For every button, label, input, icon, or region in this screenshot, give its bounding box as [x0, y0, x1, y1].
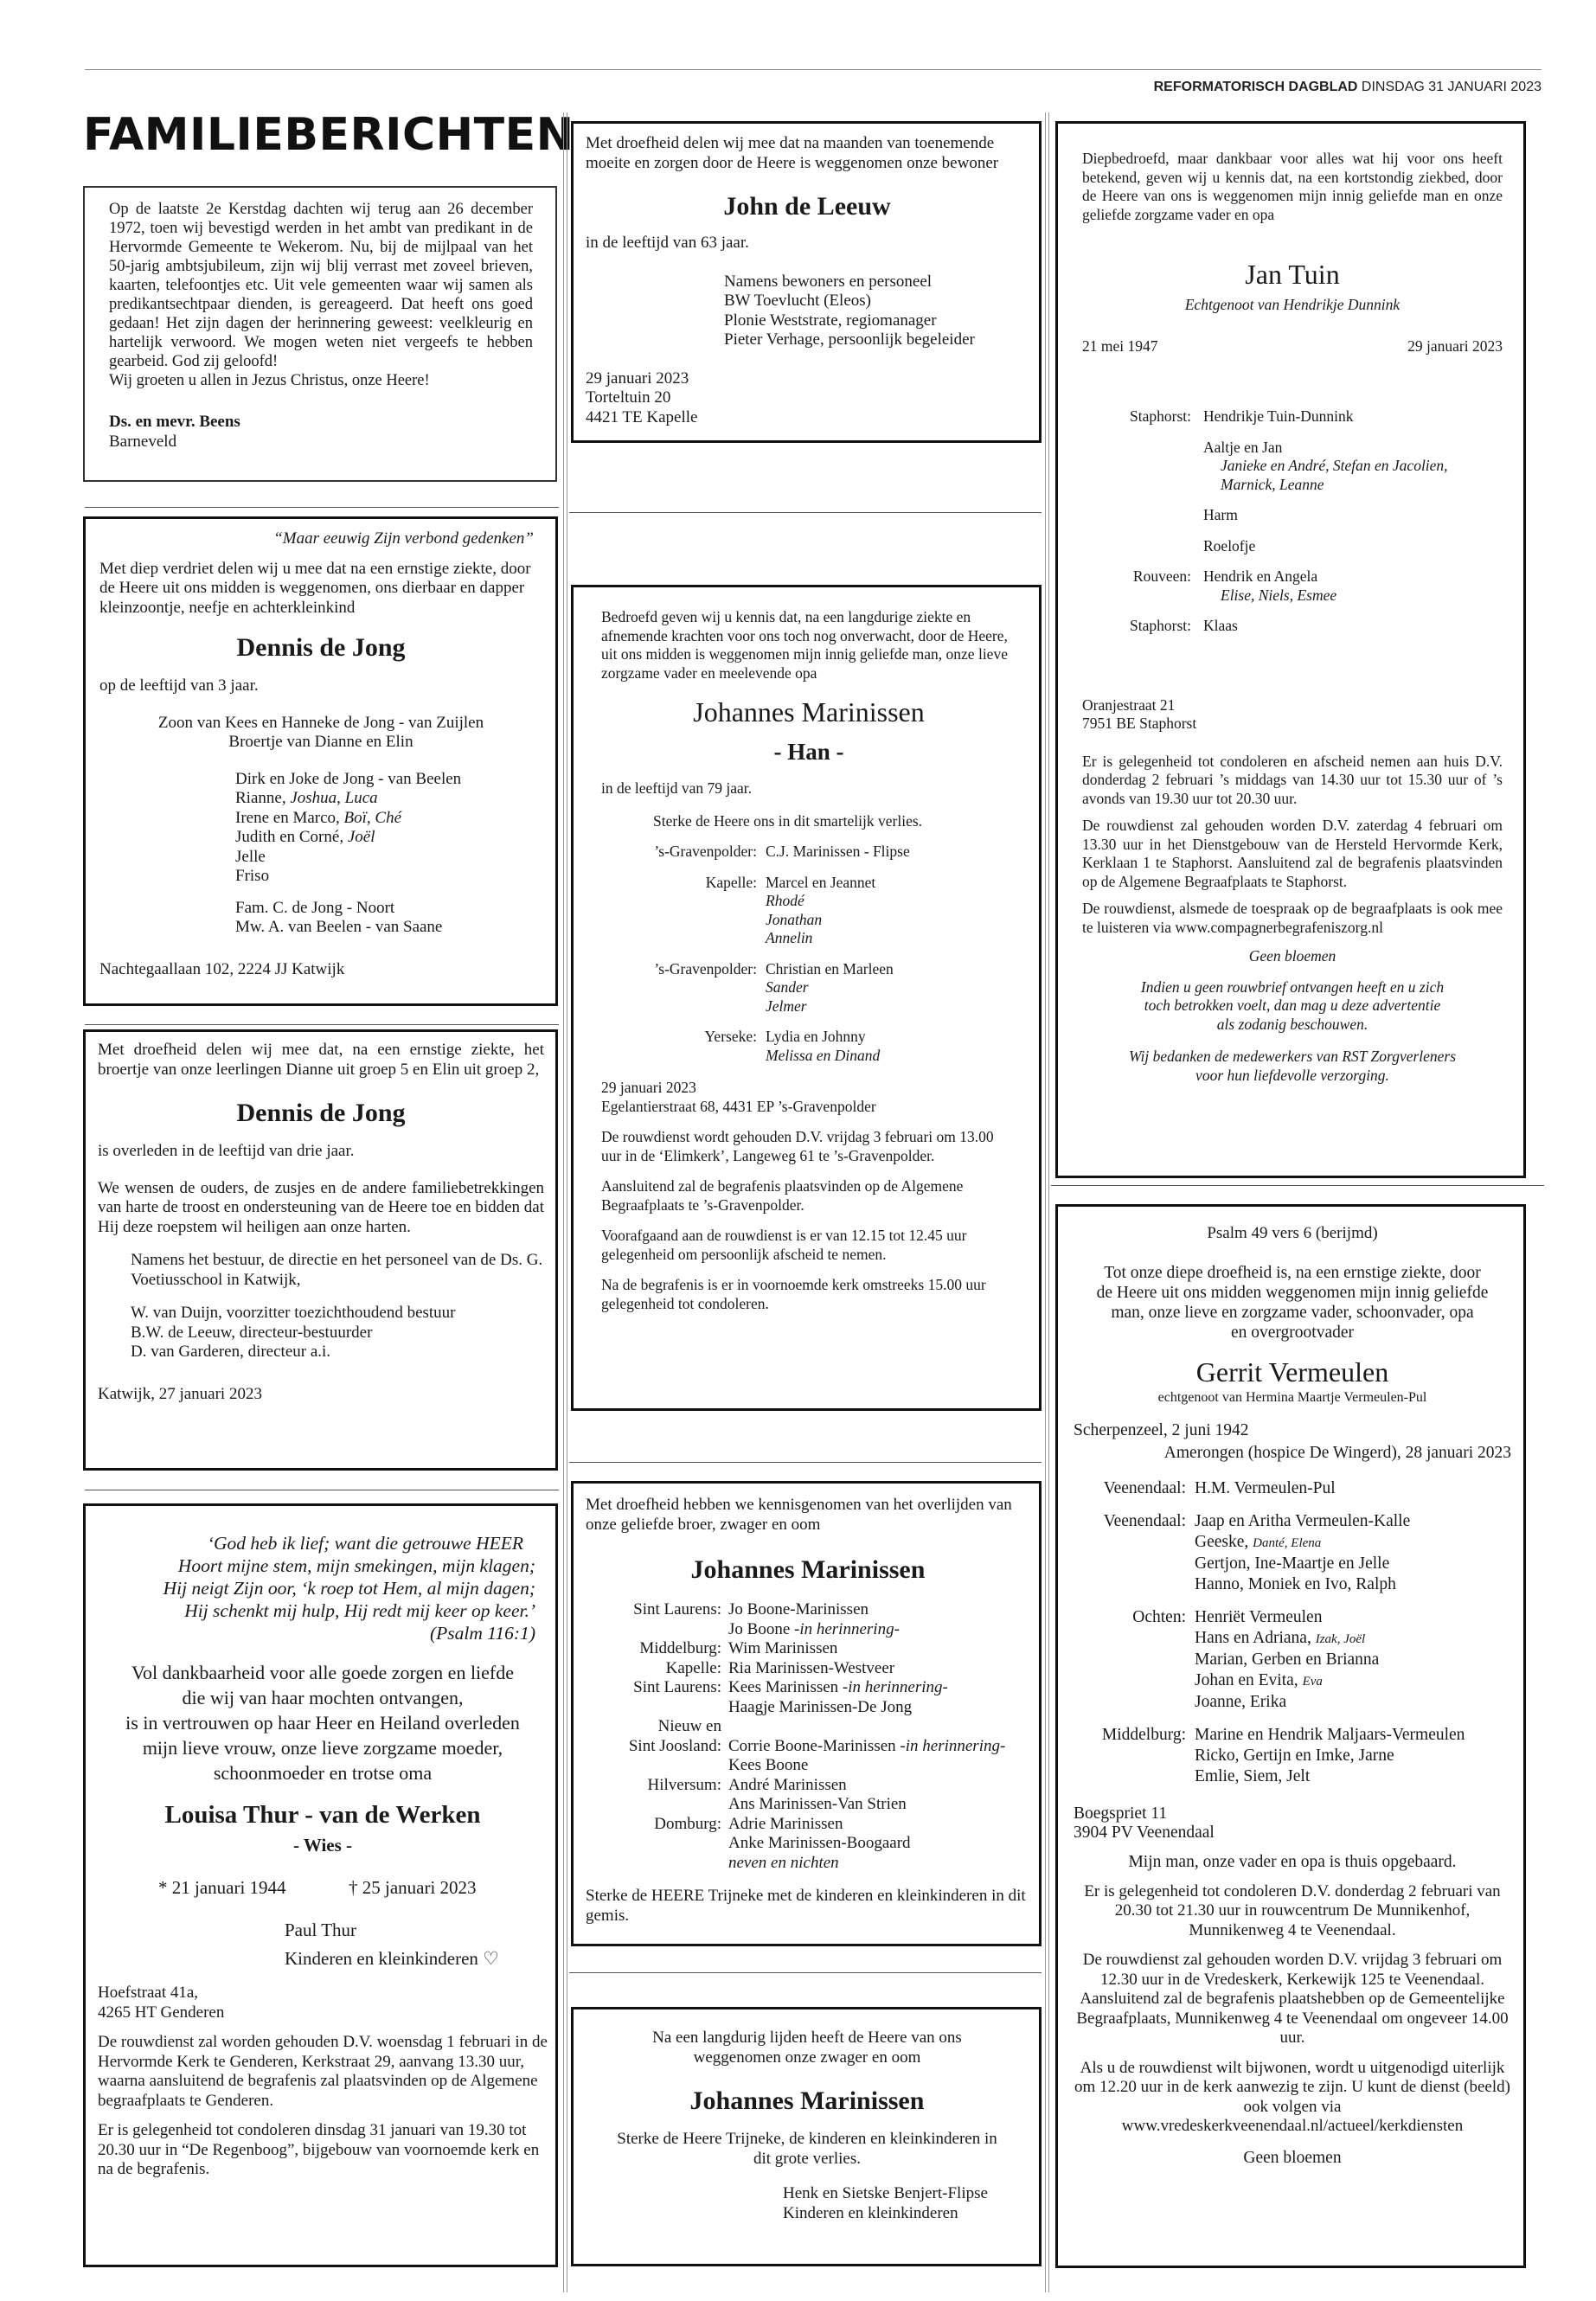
jan-intro: Diepbedroefd, maar dankbaar voor alles wat hij voor ons heeft betekend, geven wij u kennis dat, na een kortstondig ziekbed, door de Heere van ons is weggenomen mijn innig geliefde man en onze geliefde zorgzame vader en opa	[1082, 150, 1503, 223]
family-row: Domburg: Adrie Marinissen	[654, 1814, 843, 1833]
page-header	[1154, 80, 1542, 95]
john-age: in de leeftijd van 63 jaar.	[586, 234, 749, 252]
note-line: Indien u geen rouwbrief ontvangen heeft en u zich	[1140, 977, 1445, 996]
john-name: John de Leeuw	[723, 192, 891, 221]
family-line: Friso	[235, 867, 270, 885]
dennis2-place-date: Katwijk, 27 januari 2023	[98, 1384, 262, 1403]
paper-name: REFORMATORISCH DAGBLAD	[1153, 80, 1358, 94]
family-row: Aaltje en Jan	[1203, 438, 1283, 456]
family-row: Sint Laurens: Jo Boone-Marinissen	[633, 1600, 869, 1618]
intro-line: schoonmoeder en trotse oma	[213, 1762, 433, 1784]
thanks-line: Wij bedanken de medewerkers van RST Zorgverleners	[1128, 1048, 1457, 1065]
intro-line: is in vertrouwen op haar Heer en Heiland overleden	[125, 1712, 520, 1734]
dennis1-age: op de leeftijd van 3 jaar.	[99, 676, 259, 695]
gerrit-born: Scherpenzeel, 2 juni 1942	[1074, 1420, 1249, 1439]
jan-died: 29 januari 2023	[1407, 336, 1503, 355]
jan-note	[1082, 978, 1503, 1035]
top-rule	[85, 69, 1542, 70]
gerrit-home: Mijn man, onze vader en opa is thuis opgebaard.	[1128, 1852, 1457, 1871]
gerrit-spouse: echtgenoot van Hermina Maartje Vermeulen-Pul	[1157, 1389, 1427, 1405]
note-line: als zodanig beschouwen.	[1216, 1015, 1368, 1033]
family-group	[601, 1028, 1016, 1065]
family-row: Hilversum: André Marinissen	[647, 1775, 847, 1794]
family-place: Middelburg:	[1101, 1725, 1186, 1744]
family-row: Sint Laurens: Kees Marinissen -in herinnering-	[633, 1678, 948, 1696]
han-prayer: Sterke de Heere ons in dit smartelijk verlies.	[653, 811, 923, 830]
gerrit-noflowers: Geen bloemen	[1243, 2148, 1342, 2167]
intro-line: mijn lieve vrouw, onze lieve zorgzame moeder,	[142, 1737, 503, 1759]
louisa-name: Louisa Thur - van de Werken	[164, 1801, 481, 1829]
family-place: Veenendaal:	[1103, 1511, 1186, 1530]
jm3-prayer: Sterke de Heere Trijneke, de kinderen en kleinkinderen in dit grote verlies.	[617, 2130, 997, 2168]
issue-date: DINSDAG 31 JANUARI 2023	[1361, 80, 1542, 94]
han-date: 29 januari 2023	[601, 1079, 696, 1096]
grandparent-line: Fam. C. de Jong - Noort	[235, 898, 395, 917]
section-title: FAMILIEBERICHTEN	[83, 109, 574, 161]
announcement-beens	[83, 186, 557, 482]
family-row: Staphorst: Klaas	[1130, 617, 1238, 634]
jm3-sig1: Henk en Sietske Benjert-Flipse	[783, 2184, 988, 2202]
beens-place: Barneveld	[109, 432, 177, 451]
announcement-dennis-school	[83, 1029, 558, 1471]
note-line: toch betrokken voelt, dan mag u deze advertentie	[1144, 997, 1441, 1014]
dennis2-wish: We wensen de ouders, de zusjes en de andere familiebetrekkingen van harte de troost en ondersteuning van de Heere toe en bidden dat Hij deze roepstem wil heiligen aan onze harten.	[98, 1178, 544, 1236]
jan-family	[1082, 407, 1503, 636]
family-group	[1074, 1607, 1511, 1713]
louisa-fam1: Paul Thur	[285, 1920, 357, 1940]
john-addr1: Torteltuin 20	[586, 388, 671, 407]
family-member: Marcel en Jeannet	[766, 873, 876, 891]
family-place: ’s-Gravenpolder:	[654, 959, 757, 977]
gerrit-attend: Als u de rouwdienst wilt bijwonen, wordt u uitgenodigd uiterlijk om 12.20 uur in de kerk aanwezig te zijn. U kunt de dienst (beeld) ook volgen via www.vredeskerkveenendaal.nl/actueel/kerkdiensten	[1074, 2058, 1510, 2135]
family-member: Christian en Marleen	[766, 959, 894, 977]
column-divider-1	[563, 112, 567, 2292]
psalm-line: Hij schenkt mij hulp, Hij redt mij keer op keer.’	[184, 1600, 535, 1621]
separator	[1051, 1185, 1544, 1186]
family-member: Geeske, Danté, Elena	[1195, 1532, 1322, 1551]
psalm-line: (Psalm 116:1)	[429, 1623, 535, 1644]
dennis1-quote: “Maar eeuwig Zijn verbond gedenken”	[273, 529, 534, 548]
family-place: Kapelle:	[705, 873, 757, 891]
louisa-died: † 25 januari 2023	[349, 1877, 477, 1898]
gerrit-condole: Er is gelegenheid tot condoleren D.V. donderdag 2 februari van 20.30 tot 21.30 uur in rouwcentrum De Munnikenhof, Munnikenweg 4 te Veenendaal.	[1084, 1881, 1501, 1939]
family-row: Jo Boone -in herinnering-	[728, 1619, 900, 1638]
jan-addr1: Oranjestraat 21	[1082, 695, 1176, 714]
signature-line: Namens bewoners en personeel	[724, 272, 933, 291]
family-group	[1074, 1478, 1511, 1499]
john-signatures	[586, 272, 1029, 350]
family-row: Sint Joosland: Corrie Boone-Marinissen -in herinnering-	[628, 1736, 1006, 1755]
dennis2-onbehalf: Namens het bestuur, de directie en het personeel van de Ds. G. Voetiusschool in Katwijk,	[131, 1251, 543, 1289]
psalm-line: ‘God heb ik lief; want die getrouwe HEER	[207, 1533, 523, 1554]
jan-condole: Er is gelegenheid tot condoleren en afscheid nemen aan huis D.V. donderdag 2 februari ’s middags van 14.30 uur tot 15.30 uur of ’s avonds van 19.30 uur tot 20.30 uur.	[1082, 752, 1503, 807]
separator	[85, 507, 559, 508]
psalm-line: Hij neigt Zijn oor, ‘k roep tot Hem, al mijn dagen;	[163, 1578, 535, 1599]
family-member: Sander	[766, 978, 809, 996]
dennis2-signatures	[98, 1304, 544, 1362]
family-row: Elise, Niels, Esmee	[1221, 586, 1337, 604]
louisa-intro	[98, 1660, 548, 1785]
intro-line: Tot onze diepe droefheid is, na een ernstige ziekte, door	[1104, 1263, 1481, 1282]
gerrit-died: Amerongen (hospice De Wingerd), 28 januari 2023	[1163, 1443, 1511, 1462]
announcement-gerrit	[1055, 1204, 1526, 2268]
dennis2-died: is overleden in de leeftijd van drie jaar.	[98, 1142, 355, 1160]
jan-listen: De rouwdienst, alsmede de toespraak op de begraafplaats is ook mee te luisteren via www.compagnerbegrafeniszorg.nl	[1082, 900, 1503, 936]
gerrit-psalm: Psalm 49 vers 6 (berijmd)	[1207, 1224, 1378, 1242]
announcement-jan-tuin	[1055, 121, 1526, 1178]
dennis2-intro: Met droefheid delen wij mee dat, na een ernstige ziekte, het broertje van onze leerlingen Dianne uit groep 5 en Elin uit groep 2,	[98, 1041, 544, 1079]
jm2-family	[586, 1600, 1030, 1873]
han-nickname: - Han -	[773, 739, 844, 765]
announcement-marinissen-siblings	[571, 1481, 1042, 1946]
family-member: C.J. Marinissen - Flipse	[766, 843, 910, 860]
jan-spouse: Echtgenoot van Hendrikje Dunnink	[1184, 296, 1401, 313]
separator	[85, 1024, 559, 1025]
family-line: Judith en Corné, Joël	[235, 828, 375, 846]
family-member: Emlie, Siem, Jelt	[1195, 1766, 1311, 1785]
jm2-intro: Met droefheid hebben we kennisgenomen van het overlijden van onze geliefde broer, zwager en oom	[586, 1496, 1012, 1534]
louisa-dates	[98, 1877, 548, 1899]
family-member: Marian, Gerben en Brianna	[1195, 1650, 1380, 1669]
louisa-condole: Er is gelegenheid tot condoleren dinsdag 31 januari van 19.30 tot 20.30 uur in “De Regenboog”, bijgebouw van voornoemde kerk en na de begrafenis.	[98, 2121, 540, 2178]
jan-noflowers: Geen bloemen	[1248, 947, 1336, 965]
family-group	[1074, 1725, 1511, 1787]
jm3-sig2: Kinderen en kleinkinderen	[783, 2203, 958, 2222]
signature-line: D. van Garderen, directeur a.i.	[131, 1343, 331, 1361]
family-place: ’s-Gravenpolder:	[654, 843, 757, 860]
family-row: Rouveen: Hendrik en Angela	[1132, 567, 1318, 585]
jan-born: 21 mei 1947	[1082, 336, 1158, 355]
separator	[569, 1462, 1042, 1463]
louisa-address1: Hoefstraat 41a,	[98, 1984, 199, 2002]
family-group	[601, 874, 1016, 948]
family-place: Yerseke:	[704, 1028, 757, 1045]
family-place: Veenendaal:	[1103, 1478, 1186, 1497]
family-member: Hanno, Moniek en Ivo, Ralph	[1195, 1574, 1396, 1593]
han-intro: Bedroefd geven wij u kennis dat, na een langdurige ziekte en afnemende krachten voor ons toch nog onverwacht, door de Heere, uit ons midden is weggenomen mijn innig geliefde man, onze lieve zorgzame vader en meelevende opa	[601, 608, 1008, 682]
family-member: Johan en Evita, Eva	[1195, 1670, 1323, 1689]
john-addr2: 4421 TE Kapelle	[586, 407, 698, 426]
louisa-nickname: - Wies -	[292, 1835, 353, 1856]
jm2-name: Johannes Marinissen	[690, 1555, 926, 1584]
thanks-line: voor hun liefdevolle verzorging.	[1195, 1066, 1389, 1084]
jan-dates	[1082, 337, 1503, 356]
dennis1-brother: Broertje van Dianne en Elin	[228, 733, 413, 751]
louisa-service: De rouwdienst zal worden gehouden D.V. woensdag 1 februari in de Hervormde Kerk te Genderen, Kerkstraat 29, aanvang 13.30 uur, waarna aansluitend de begrafenis zal plaatsvinden op de Algemene begraafplaats te Genderen.	[98, 2033, 548, 2110]
family-member: Annelin	[766, 929, 813, 946]
han-age: in de leeftijd van 79 jaar.	[601, 779, 752, 797]
john-intro: Met droefheid delen wij mee dat na maanden van toenemende moeite en zorgen door de Heere is weggenomen onze bewoner	[586, 134, 999, 172]
intro-line: en overgrootvader	[1230, 1323, 1355, 1342]
family-line: Dirk en Joke de Jong - van Beelen	[235, 769, 462, 788]
family-group	[1074, 1511, 1511, 1595]
dennis1-address: Nachtegaallaan 102, 2224 JJ Katwijk	[99, 959, 345, 978]
separator	[569, 1972, 1042, 1973]
family-member: Hans en Adriana, Izak, Joël	[1195, 1628, 1366, 1647]
gerrit-service: De rouwdienst zal gehouden worden D.V. vrijdag 3 februari om 12.30 uur in de Vredeskerk, Kerkewijk 125 te Veenendaal. Aansluitend zal de begrafenis plaatshebben op de Gemeentelijke Begraafplaats, Munnikenweg 4 te Veenendaal om ongeveer 14.00 uur.	[1076, 1951, 1509, 2047]
gerrit-family	[1074, 1478, 1511, 1787]
jan-addr2: 7951 BE Staphorst	[1082, 715, 1197, 732]
family-member: Melissa en Dinand	[766, 1046, 881, 1064]
announcement-dennis-family	[83, 516, 558, 1006]
announcement-louisa	[83, 1503, 558, 2267]
gerrit-addr1: Boegspriet 11	[1074, 1804, 1168, 1823]
family-line: Jelle	[235, 847, 266, 866]
family-member: Jonathan	[766, 910, 823, 928]
louisa-born: * 21 januari 1944	[158, 1877, 286, 1898]
beens-greeting: Wij groeten u allen in Jezus Christus, onze Heere!	[109, 372, 430, 389]
dennis1-name: Dennis de Jong	[236, 633, 406, 662]
family-group	[601, 843, 1016, 862]
family-row: Kees Boone	[728, 1756, 809, 1774]
family-group	[601, 960, 1016, 1016]
signature-line: W. van Duijn, voorzitter toezichthoudend bestuur	[131, 1304, 456, 1322]
han-family	[601, 843, 1016, 1065]
jan-name: Jan Tuin	[1245, 259, 1340, 290]
han-address: Egelantierstraat 68, 4431 EP ’s-Gravenpolder	[601, 1097, 876, 1115]
family-member: Jaap en Aritha Vermeulen-Kalle	[1195, 1511, 1411, 1530]
family-member: Lydia en Johnny	[766, 1028, 866, 1045]
family-member: Marine en Hendrik Maljaars-Vermeulen	[1195, 1725, 1465, 1744]
jm3-intro: Na een langdurig lijden heeft de Heere van ons weggenomen onze zwager en oom	[652, 2029, 962, 2067]
family-member: H.M. Vermeulen-Pul	[1195, 1478, 1336, 1497]
jm3-name: Johannes Marinissen	[689, 2086, 925, 2115]
announcement-marinissen-inlaws	[571, 2007, 1042, 2266]
family-row: Middelburg: Wim Marinissen	[639, 1639, 838, 1657]
louisa-psalm	[98, 1532, 548, 1644]
louisa-fam2: Kinderen en kleinkinderen ♡	[285, 1948, 499, 1969]
family-member: Henriët Vermeulen	[1195, 1607, 1323, 1626]
gerrit-addr2: 3904 PV Veenendaal	[1074, 1823, 1215, 1842]
intro-line: de Heere uit ons midden weggenomen mijn innig geliefde	[1096, 1283, 1489, 1302]
family-row: Kapelle: Ria Marinissen-Westveer	[665, 1658, 895, 1677]
family-row: Marnick, Leanne	[1221, 475, 1324, 493]
beens-signature: Ds. en mevr. Beens	[109, 413, 240, 431]
jan-thanks	[1082, 1048, 1503, 1085]
dennis2-name: Dennis de Jong	[236, 1099, 406, 1127]
intro-line: die wij van haar mochten ontvangen,	[182, 1687, 464, 1708]
han-service: De rouwdienst wordt gehouden D.V. vrijdag 3 februari om 13.00 uur in de ‘Elimkerk’, Langeweg 61 te ’s-Gravenpolder.	[601, 1128, 994, 1164]
intro-line: Vol dankbaarheid voor alle goede zorgen en liefde	[131, 1662, 515, 1683]
family-place: Ochten:	[1132, 1607, 1186, 1626]
family-row: Harm	[1203, 506, 1238, 523]
family-row: Anke Marinissen-Boogaard	[728, 1834, 911, 1852]
jm2-closing: Sterke de HEERE Trijneke met de kinderen en kleinkinderen in dit gemis.	[586, 1887, 1026, 1925]
family-member: Gertjon, Ine-Maartje en Jelle	[1195, 1554, 1390, 1573]
gerrit-name: Gerrit Vermeulen	[1195, 1356, 1389, 1388]
family-row: Janieke en André, Stefan en Jacolien,	[1221, 457, 1448, 474]
psalm-line: Hoort mijne stem, mijn smekingen, mijn klagen;	[177, 1555, 535, 1576]
announcement-han	[571, 585, 1042, 1411]
dennis1-intro: Met diep verdriet delen wij u mee dat na een ernstige ziekte, door de Heere uit ons midden is weggenomen, ons dierbaar en dapper kleinzoontje, neefje en achterkleinkind	[99, 559, 531, 617]
family-line: Irene en Marco, Boï, Ché	[235, 808, 402, 827]
dennis1-son: Zoon van Kees en Hanneke de Jong - van Zuijlen	[157, 713, 484, 732]
family-row: Nieuw en	[657, 1717, 721, 1735]
han-condole1: Voorafgaand aan de rouwdienst is er van 12.15 tot 12.45 uur gelegenheid om persoonlijk afscheid te nemen.	[601, 1227, 967, 1263]
jan-service: De rouwdienst zal gehouden worden D.V. zaterdag 4 februari om 13.30 uur in het Dienstgebouw van de Hersteld Hervormde Kerk, Kerklaan 1 te Staphorst. Aansluitend zal de begrafenis plaatsvinden op de Algemene Begraafplaats te Staphorst.	[1082, 817, 1503, 890]
john-date: 29 januari 2023	[586, 369, 689, 388]
signature-line: B.W. de Leeuw, directeur-bestuurder	[131, 1323, 373, 1342]
gerrit-intro	[1074, 1263, 1511, 1343]
family-member: Jelmer	[766, 997, 807, 1015]
signature-line: Pieter Verhage, persoonlijk begeleider	[724, 330, 975, 349]
family-row: Ans Marinissen-Van Strien	[728, 1795, 907, 1813]
family-member: Ricko, Gertijn en Imke, Jarne	[1195, 1746, 1394, 1765]
column-divider-2	[1045, 112, 1049, 2292]
family-row: Roelofje	[1203, 536, 1256, 554]
intro-line: man, onze lieve en zorgzame vader, schoonvader, opa	[1111, 1303, 1474, 1322]
beens-text: Op de laatste 2e Kerstdag dachten wij terug aan 26 december 1972, toen wij bevestigd werden in het ambt van predikant in de Hervormde Gemeente te Wekerom. Nu, bij de mijlpaal van het 50-jarig ambtsjubileum, zijn wij blij verrast met zoveel brieven, kaarten, telefoontjes etc. Uit vele gemeenten waar wij samen als predikantsechtpaar dienden, is gereageerd. Dat heeft ons goed gedaan! Het zijn dagen der herinnering geweest: veelkleurig en hartelijk verwoord. We mogen weten niet vergeefs te hebben gearbeid. God zij geloofd!	[109, 201, 533, 370]
family-row: Haagje Marinissen-De Jong	[728, 1697, 913, 1716]
announcement-john	[571, 121, 1042, 443]
signature-line: Plonie Weststrate, regiomanager	[724, 311, 937, 330]
family-member: Rhodé	[766, 892, 804, 909]
signature-line: BW Toevlucht (Eleos)	[724, 292, 871, 310]
dennis1-family-list	[235, 770, 542, 938]
han-condole2: Na de begrafenis is er in voornoemde kerk omstreeks 15.00 uur gelegenheid tot condoleren.	[601, 1276, 986, 1312]
family-row: Staphorst: Hendrikje Tuin-Dunnink	[1130, 407, 1354, 425]
han-burial: Aansluitend zal de begrafenis plaatsvinden op de Algemene Begraafplaats te ’s-Gravenpolder.	[601, 1177, 964, 1214]
han-name: Johannes Marinissen	[693, 696, 925, 727]
louisa-address2: 4265 HT Genderen	[98, 2003, 225, 2022]
grandparent-line: Mw. A. van Beelen - van Saane	[235, 918, 443, 936]
family-member: Joanne, Erika	[1195, 1692, 1287, 1711]
family-row: neven en nichten	[728, 1853, 839, 1872]
family-line: Rianne, Joshua, Luca	[235, 789, 378, 807]
separator	[569, 512, 1042, 513]
